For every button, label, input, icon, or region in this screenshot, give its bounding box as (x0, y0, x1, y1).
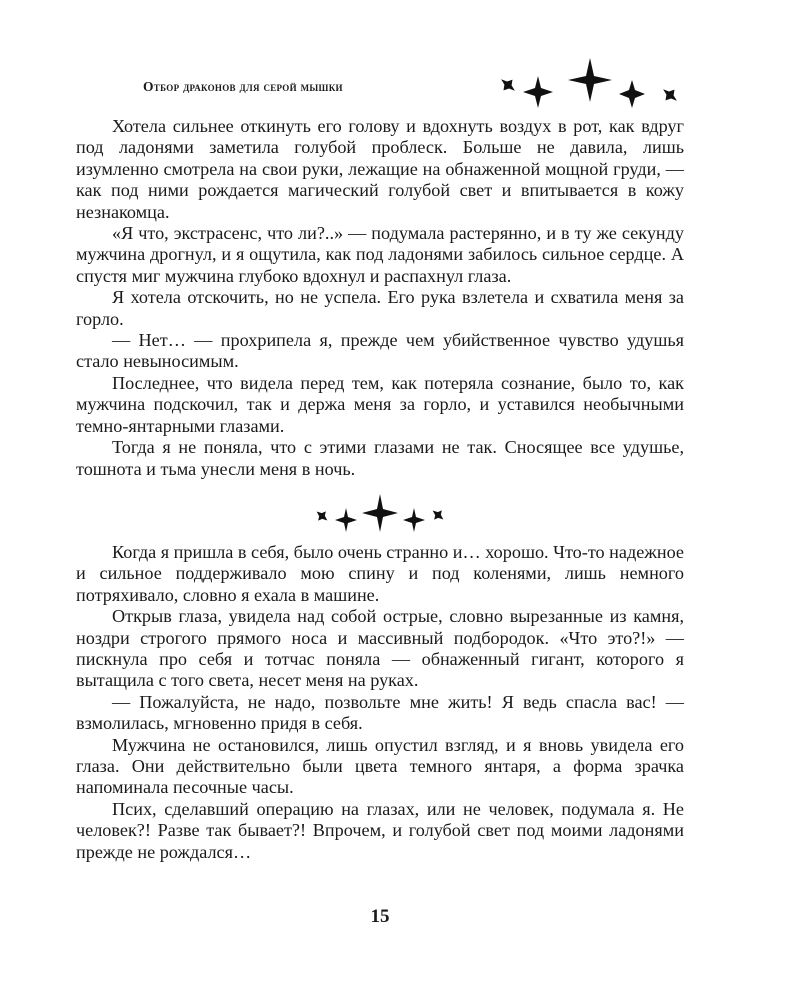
paragraph: Последнее, что видела перед тем, как потеряла сознание, было то, как мужчина подскочил, так и держа меня за горло, и уставился необычными темно-янтарными глазами. (76, 372, 684, 436)
paragraph: Когда я пришла в себя, было очень странно и… хорошо. Что-то надежное и сильное поддерживало мою спину и под коленями, лишь немного потряхивало, словно я ехала в машине. (76, 542, 684, 605)
paragraph: — Нет… — прохрипела я, прежде чем убийственное чувство удушья стало невыносимым. (76, 330, 684, 372)
paragraph: Я хотела отскочить, но не успела. Его рука взлетела и схватила меня за горло. (76, 287, 684, 329)
page-number: 15 (370, 906, 390, 927)
paragraph: Тогда я не поняла, что с этими глазами не так. Сносящее все удушье, тошнота и тьма унесли меня в ночь. (76, 437, 684, 479)
paragraph: Мужчина не остановился, лишь опустил взгляд, и я вновь увидела его глаза. Они действительно были цвета темного янтаря, а форма зрачка напоминала песочные часы. (76, 734, 684, 798)
sparkle-stars-divider-icon (310, 492, 446, 536)
paragraph: Хотела сильнее откинуть его голову и вдохнуть воздух в рот, как вдруг под ладонями заметила голубой проблеск. Больше не давила, лишь изумленно смотрела на свои руки, лежащие на обнаженной мощной груди, — как под ними рождается магический голубой свет и впитывается в кожу незнакомца. (76, 116, 684, 222)
text-section-1 (76, 116, 684, 480)
paragraph: «Я что, экстрасенс, что ли?..» — подумала растерянно, и в ту же секунду мужчина дрогнул, и я ощутила, как под ладонями забилось сильное сердце. А спустя миг мужчина глубоко вдохнул и распахнул глаза. (76, 223, 684, 286)
paragraph: — Пожалуйста, не надо, позвольте мне жить! Я ведь спасла вас! — взмолилась, мгновенно придя в себя. (76, 691, 684, 734)
text-section-2 (76, 542, 684, 863)
paragraph: Псих, сделавший операцию на глазах, или не человек, подумала я. Не человек?! Разве так бывает?! Впрочем, и голубой свет под моими ладонями прежде не рождался… (76, 798, 684, 862)
sparkle-stars-ornament-icon (494, 56, 684, 112)
running-title: Отбор драконов для серой мышки (143, 79, 343, 94)
paragraph: Открыв глаза, увидела над собой острые, словно вырезанные из камня, ноздри строгого прямого носа и массивный подбородок. «Что это?!» — пискнула про себя и тотчас поняла — обнаженный гигант, которого я вытащила с того света, несет меня на руках. (76, 606, 684, 691)
